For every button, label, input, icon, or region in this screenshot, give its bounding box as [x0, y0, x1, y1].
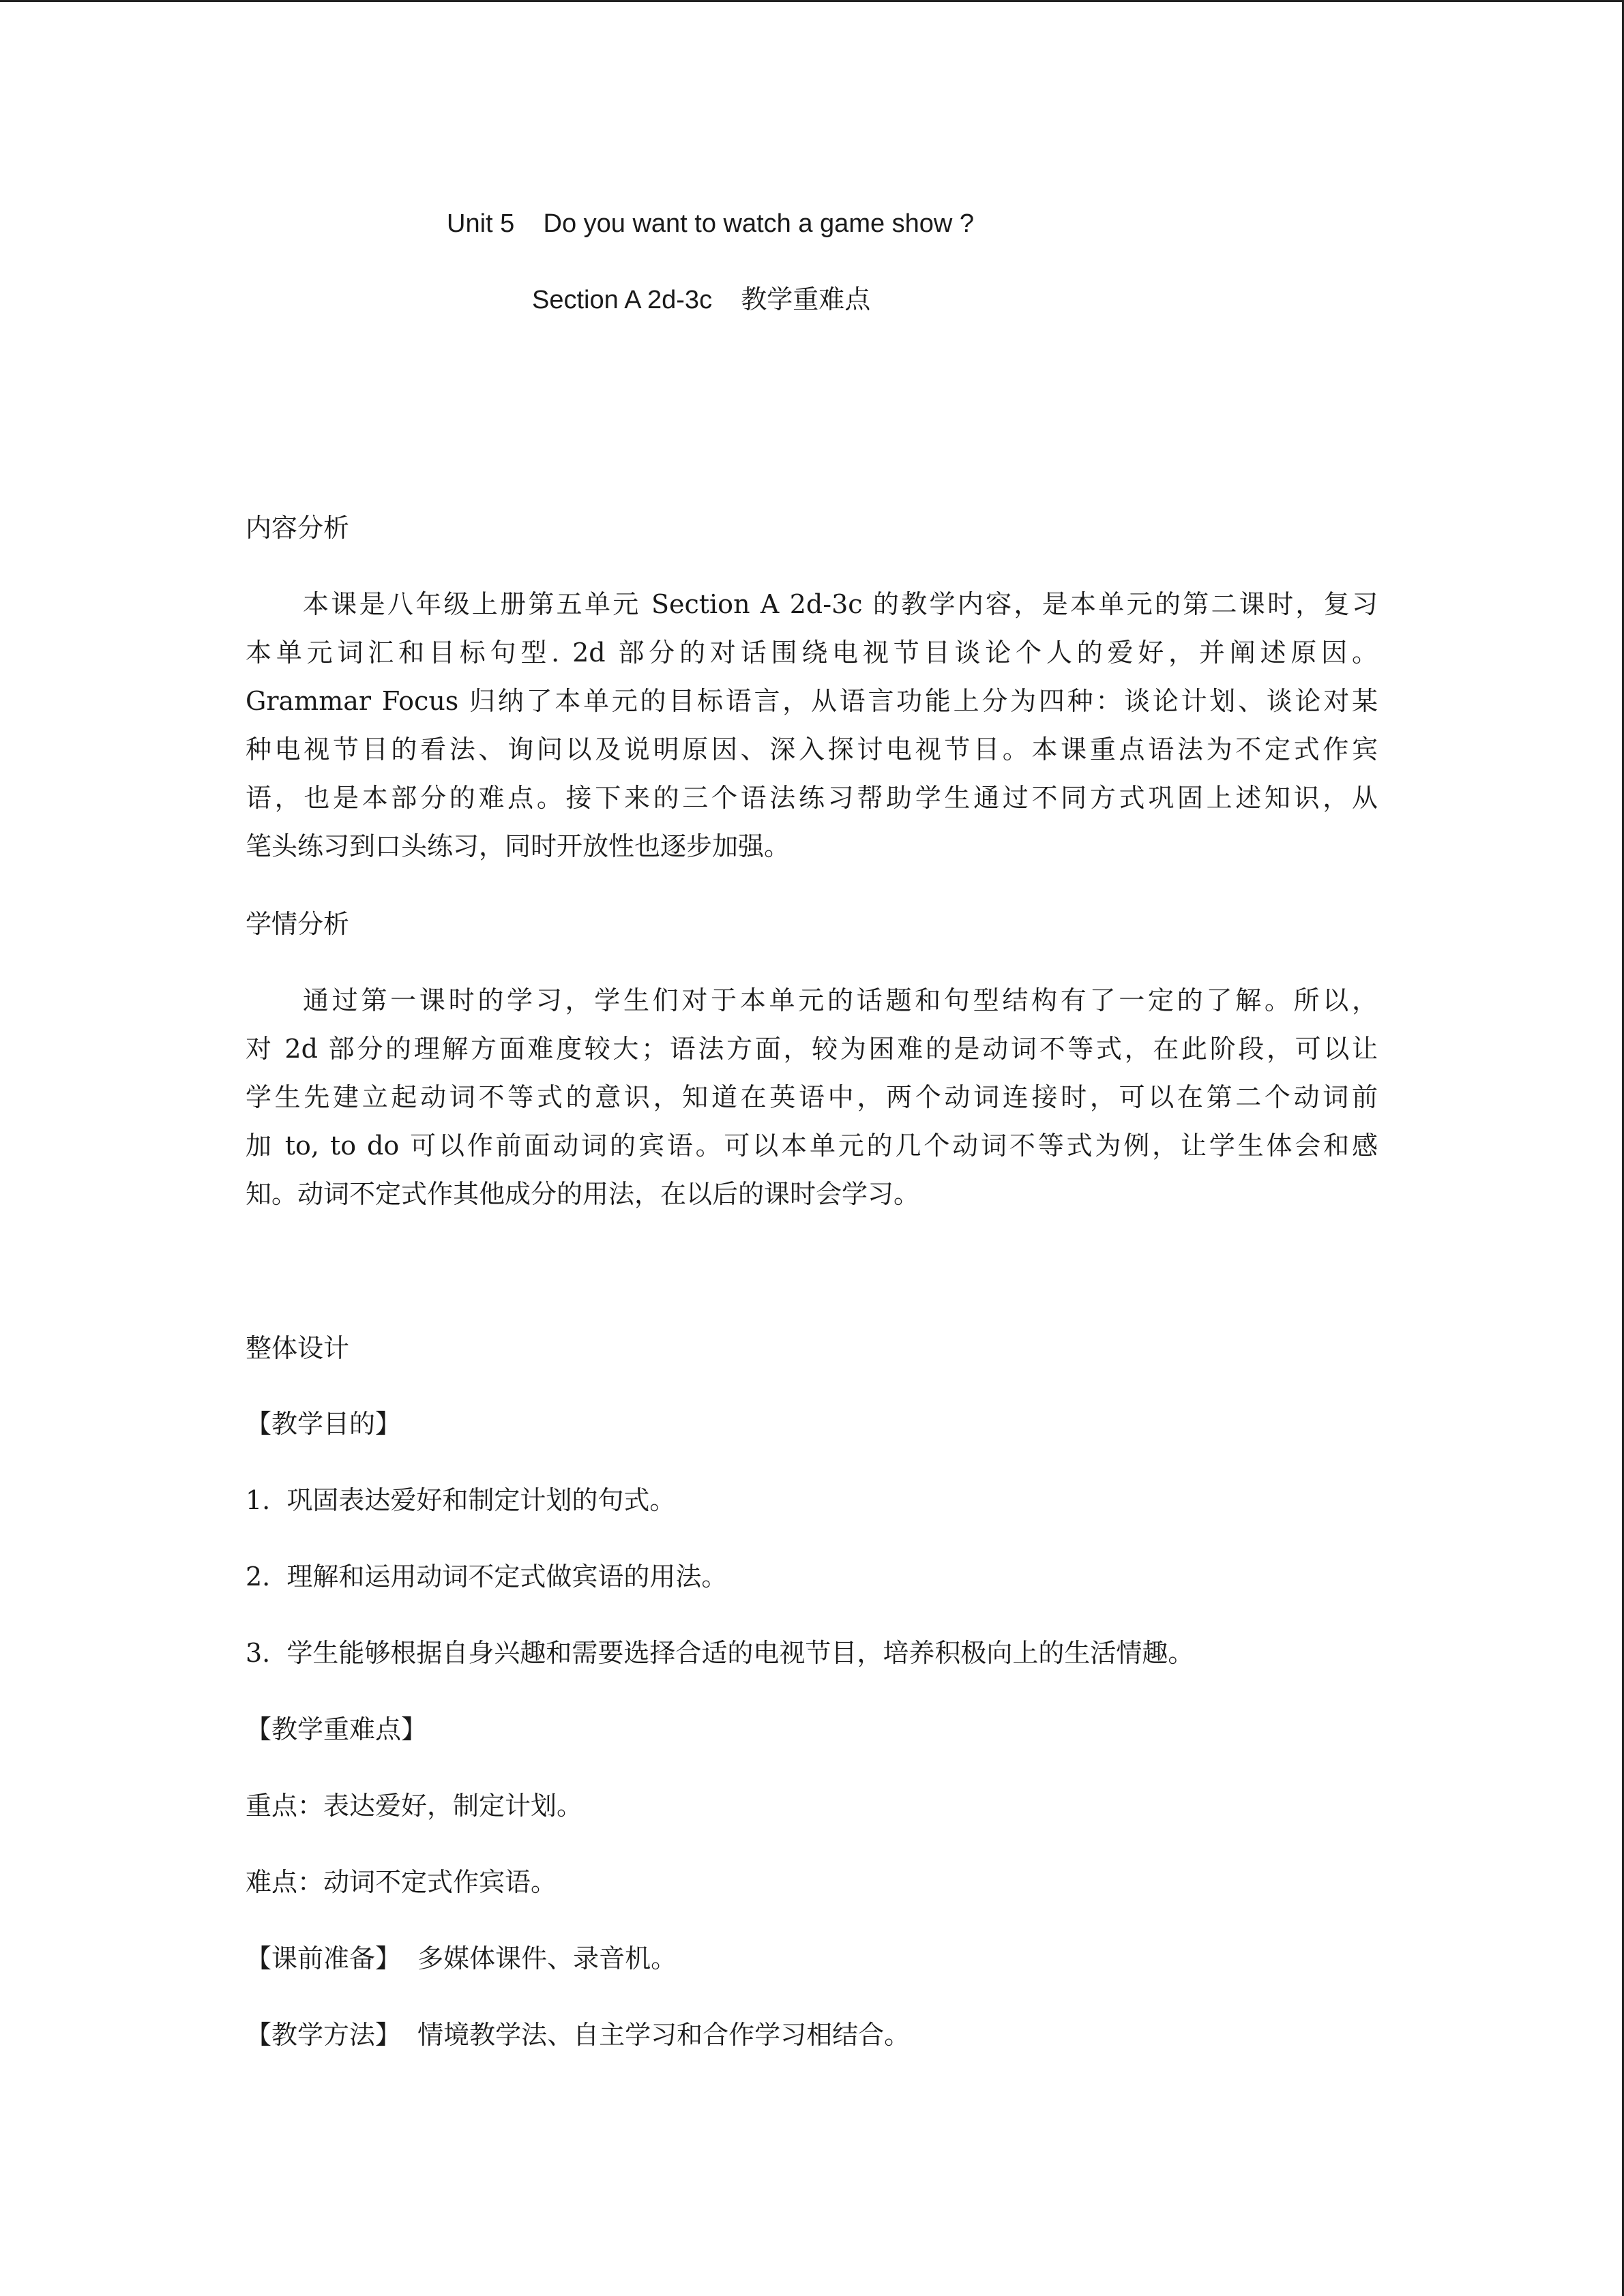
- overall-design-heading: 整体设计: [246, 1333, 350, 1363]
- content-analysis-line: 笔头练习到口头练习，同时开放性也逐步加强。: [246, 831, 791, 861]
- content-analysis-line: Grammar Focus 归纳了本单元的目标语言，从语言功能上分为四种：谈论计划、谈论对某: [246, 686, 1378, 716]
- student-analysis-heading: 学情分析: [246, 909, 350, 939]
- student-analysis-line: 学生先建立起动词不等式的意识，知道在英语中，两个动词连接时，可以在第二个动词前: [246, 1082, 1378, 1112]
- key-point: 重点：表达爱好，制定计划。: [246, 1791, 583, 1821]
- key-points-label: 【教学重难点】: [246, 1714, 428, 1744]
- student-analysis-paragraph: [246, 976, 1378, 1219]
- objective-item: 2. 理解和运用动词不定式做宾语的用法。: [246, 1562, 728, 1592]
- content-analysis-heading: 内容分析: [246, 513, 350, 543]
- teaching-method: 【教学方法】 情境教学法、自主学习和合作学习相结合。: [246, 2020, 911, 2050]
- preparation: 【课前准备】 多媒体课件、录音机。: [246, 1943, 677, 1973]
- student-analysis-line: 加 to, to do 可以作前面动词的宾语。可以本单元的几个动词不等式为例，让学生体会和感: [246, 1131, 1378, 1161]
- student-analysis-line: 对 2d 部分的理解方面难度较大；语法方面，较为困难的是动词不等式，在此阶段，可以让: [246, 1034, 1378, 1064]
- unit-title: Unit 5 Do you want to watch a game show ?: [447, 209, 975, 238]
- content-analysis-paragraph: [246, 580, 1378, 871]
- objectives-label: 【教学目的】: [246, 1409, 402, 1439]
- content-analysis-line: 种电视节目的看法、询问以及说明原因、深入探讨电视节目。本课重点语法为不定式作宾: [246, 734, 1378, 764]
- difficult-point: 难点：动词不定式作宾语。: [246, 1867, 557, 1897]
- content-analysis-line: 语，也是本部分的难点。接下来的三个语法练习帮助学生通过不同方式巩固上述知识，从: [246, 783, 1378, 813]
- objective-item: 1. 巩固表达爱好和制定计划的句式。: [246, 1485, 676, 1515]
- content-analysis-line: 本课是八年级上册第五单元 Section A 2d-3c 的教学内容，是本单元的第二课时，复习: [303, 589, 1378, 619]
- section-title: Section A 2d-3c 教学重难点: [532, 286, 871, 314]
- student-analysis-line: 知。动词不定式作其他成分的用法，在以后的课时会学习。: [246, 1179, 920, 1209]
- content-analysis-line: 本单元词汇和目标句型. 2d 部分的对话围绕电视节目谈论个人的爱好，并阐述原因。: [246, 638, 1378, 668]
- student-analysis-line: 通过第一课时的学习，学生们对于本单元的话题和句型结构有了一定的了解。所以，: [303, 985, 1378, 1015]
- objective-item: 3. 学生能够根据自身兴趣和需要选择合适的电视节目，培养积极向上的生活情趣。: [246, 1638, 1194, 1668]
